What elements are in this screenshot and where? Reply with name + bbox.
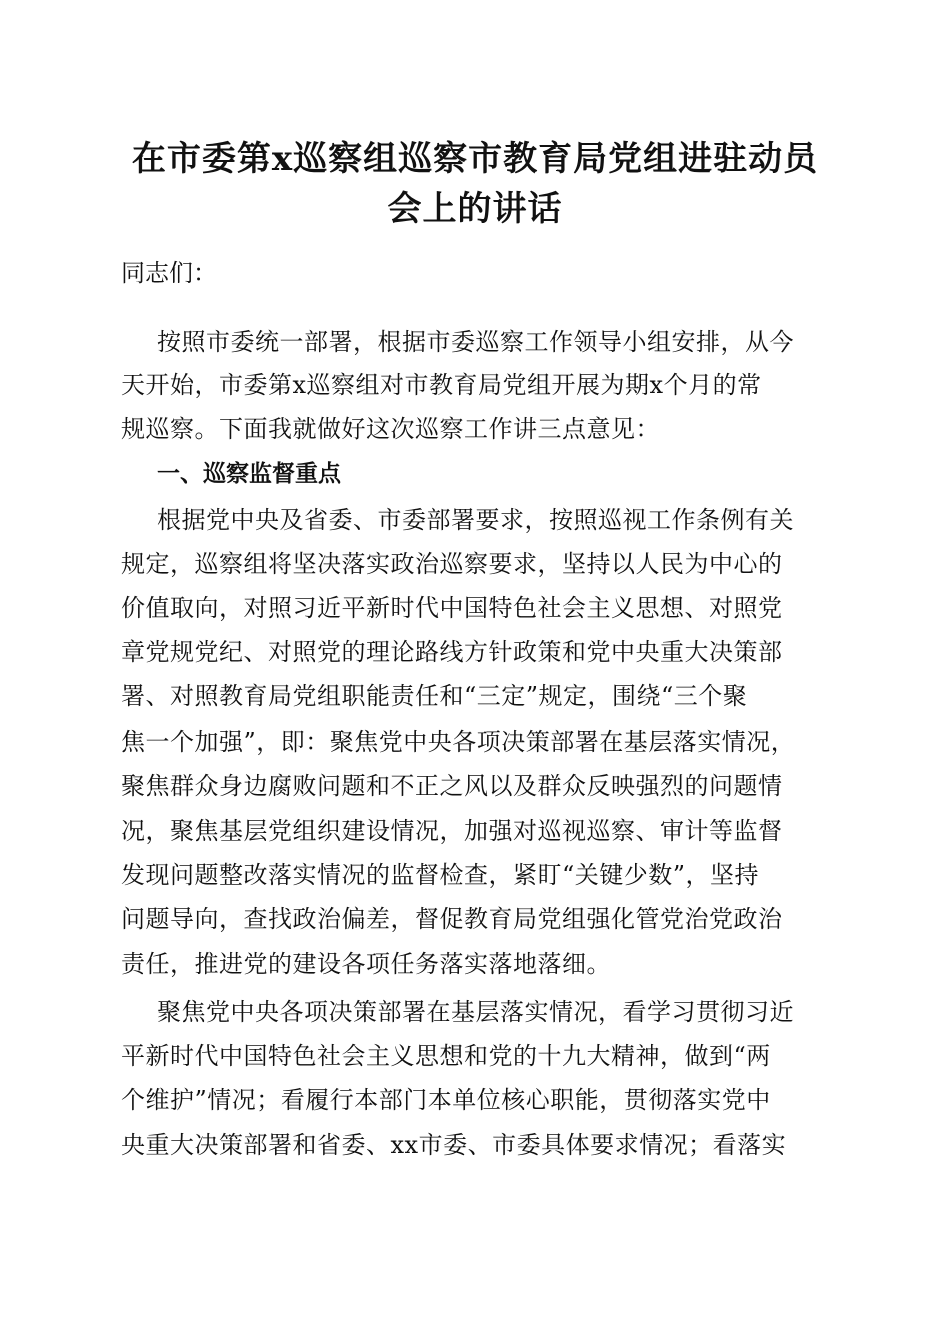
paragraph-line: 价值取向，对照习近平新时代中国特色社会主义思想、对照党 bbox=[121, 594, 783, 622]
paragraph-line: 个维护”情况；看履行本部门本单位核心职能，贯彻落实党中 bbox=[121, 1086, 771, 1114]
title-line-2: 会上的讲话 bbox=[387, 189, 563, 229]
paragraph-line: 聚焦群众身边腐败问题和不正之风以及群众反映强烈的问题情 bbox=[121, 772, 783, 800]
document-title bbox=[110, 134, 840, 234]
paragraph-line: 问题导向，查找政治偏差，督促教育局党组强化管党治党政治 bbox=[121, 905, 783, 933]
paragraph-line: 规定，巡察组将坚决落实政治巡察要求，坚持以人民为中心的 bbox=[121, 550, 783, 578]
paragraph-line: 天开始，市委第x巡察组对市教育局党组开展为期x个月的常 bbox=[121, 371, 762, 399]
paragraph-line: 责任，推进党的建设各项任务落实落地落细。 bbox=[121, 950, 611, 978]
paragraph-line: 况，聚焦基层党组织建设情况，加强对巡视巡察、审计等监督 bbox=[121, 817, 783, 845]
paragraph-line: 央重大决策部署和省委、xx市委、市委具体要求情况；看落实 bbox=[121, 1131, 787, 1159]
paragraph-line: 焦一个加强”，即：聚焦党中央各项决策部署在基层落实情况， bbox=[121, 728, 796, 756]
paragraph-line: 平新时代中国特色社会主义思想和党的十九大精神，做到“两 bbox=[121, 1042, 771, 1070]
paragraph-line: 按照市委统一部署，根据市委巡察工作领导小组安排，从今 bbox=[157, 328, 794, 356]
section-heading: 一、巡察监督重点 bbox=[157, 461, 341, 487]
paragraph-line: 聚焦党中央各项决策部署在基层落实情况，看学习贯彻习近 bbox=[157, 998, 794, 1026]
paragraph-line: 规巡察。下面我就做好这次巡察工作讲三点意见： bbox=[121, 415, 660, 443]
salutation: 同志们： bbox=[121, 259, 217, 287]
paragraph-line: 根据党中央及省委、市委部署要求，按照巡视工作条例有关 bbox=[157, 506, 794, 534]
title-line-1: 在市委第x巡察组巡察市教育局党组进驻动员 bbox=[131, 139, 819, 179]
paragraph-line: 章党规党纪、对照党的理论路线方针政策和党中央重大决策部 bbox=[121, 638, 783, 666]
paragraph-line: 发现问题整改落实情况的监督检查，紧盯“关键少数”，坚持 bbox=[121, 861, 760, 889]
paragraph-line: 署、对照教育局党组职能责任和“三定”规定，围绕“三个聚 bbox=[121, 682, 748, 710]
